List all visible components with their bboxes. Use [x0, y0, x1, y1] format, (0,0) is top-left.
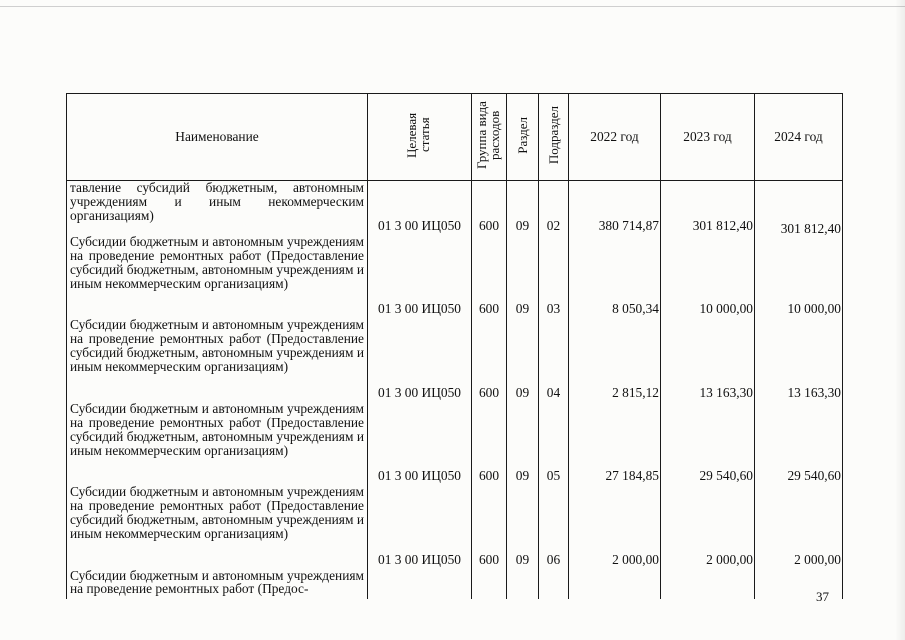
name-text-segment: тавление субсидий бюджетным, автономным учреждениям и иным некоммерческим организациям) — [70, 181, 364, 223]
value-2024-cell: 29 540,60 — [755, 402, 843, 485]
expense-group-cell: 600 — [472, 402, 507, 485]
empty-cell — [368, 569, 472, 599]
header-name: Наименование — [67, 94, 368, 181]
subsection-cell: 06 — [539, 485, 569, 568]
header-target-article: Целевая статья — [368, 94, 472, 181]
value-2022-cell: 2 815,12 — [569, 318, 661, 401]
name-text-segment: Субсидии бюджетным и автономным учреждениям на проведение ремонтных работ (Предос- — [70, 568, 364, 597]
page-right-edge — [895, 0, 905, 640]
header-section: Раздел — [507, 94, 539, 181]
section-cell: 09 — [507, 181, 539, 236]
value-2023-cell: 301 812,40 — [661, 181, 755, 236]
value-2022-cell: 2 000,00 — [569, 485, 661, 568]
subsection-cell: 02 — [539, 181, 569, 236]
value-2023-cell: 13 163,30 — [661, 318, 755, 401]
target-article-cell: 01 3 00 ИЦ050 — [368, 181, 472, 236]
value-2024-cell: 10 000,00 — [755, 235, 843, 318]
name-text-segment: Субсидии бюджетным и автономным учреждениям на проведение ремонтных работ (Предоставление субсидий бюджетным, автономным учреждениям и иным некоммерческим организациям) — [70, 235, 364, 291]
section-cell: 09 — [507, 235, 539, 318]
section-cell: 09 — [507, 318, 539, 401]
expense-group-cell: 600 — [472, 318, 507, 401]
expense-group-cell: 600 — [472, 485, 507, 568]
page-top-edge — [0, 6, 905, 7]
header-subsection: Подраздел — [539, 94, 569, 181]
value-2022-cell: 27 184,85 — [569, 402, 661, 485]
empty-cell — [569, 569, 661, 599]
value-2024-cell: 2 000,00 — [755, 485, 843, 568]
empty-cell — [755, 569, 843, 599]
value-2023-cell: 2 000,00 — [661, 485, 755, 568]
table-header-row — [67, 94, 843, 181]
header-year-2024: 2024 год — [755, 94, 843, 181]
budget-table — [66, 93, 843, 599]
name-text-segment: Субсидии бюджетным и автономным учреждениям на проведение ремонтных работ (Предоставление субсидий бюджетным, автономным учреждениям и иным некоммерческим организациям) — [70, 485, 364, 541]
subsection-cell: 03 — [539, 235, 569, 318]
target-article-cell: 01 3 00 ИЦ050 — [368, 485, 472, 568]
section-cell: 09 — [507, 402, 539, 485]
target-article-cell: 01 3 00 ИЦ050 — [368, 235, 472, 318]
value-2022-cell: 380 714,87 — [569, 181, 661, 236]
target-article-cell: 01 3 00 ИЦ050 — [368, 402, 472, 485]
name-column-text — [67, 181, 368, 599]
value-2022-cell: 8 050,34 — [569, 235, 661, 318]
header-year-2023: 2023 год — [661, 94, 755, 181]
table-row — [67, 181, 843, 236]
empty-cell — [661, 569, 755, 599]
empty-cell — [539, 569, 569, 599]
value-2023-cell: 29 540,60 — [661, 402, 755, 485]
expense-group-cell: 600 — [472, 181, 507, 236]
subsection-cell: 04 — [539, 318, 569, 401]
header-expense-group: Группа вида расходов — [472, 94, 507, 181]
target-article-cell: 01 3 00 ИЦ050 — [368, 318, 472, 401]
section-cell: 09 — [507, 485, 539, 568]
empty-cell — [472, 569, 507, 599]
page-number: 37 — [816, 589, 829, 604]
value-2024-cell: 301 812,40 — [755, 181, 843, 236]
name-text-segment: Субсидии бюджетным и автономным учреждениям на проведение ремонтных работ (Предоставление субсидий бюджетным, автономным учреждениям и иным некоммерческим организациям) — [70, 318, 364, 375]
subsection-cell: 05 — [539, 402, 569, 485]
name-text-segment: Субсидии бюджетным и автономным учреждениям на проведение ремонтных работ (Предоставление субсидий бюджетным, автономным учреждениям и иным некоммерческим организациям) — [70, 401, 364, 458]
value-2024-cell: 13 163,30 — [755, 318, 843, 401]
expense-group-cell: 600 — [472, 235, 507, 318]
empty-cell — [507, 569, 539, 599]
header-year-2022: 2022 год — [569, 94, 661, 181]
value-2023-cell: 10 000,00 — [661, 235, 755, 318]
